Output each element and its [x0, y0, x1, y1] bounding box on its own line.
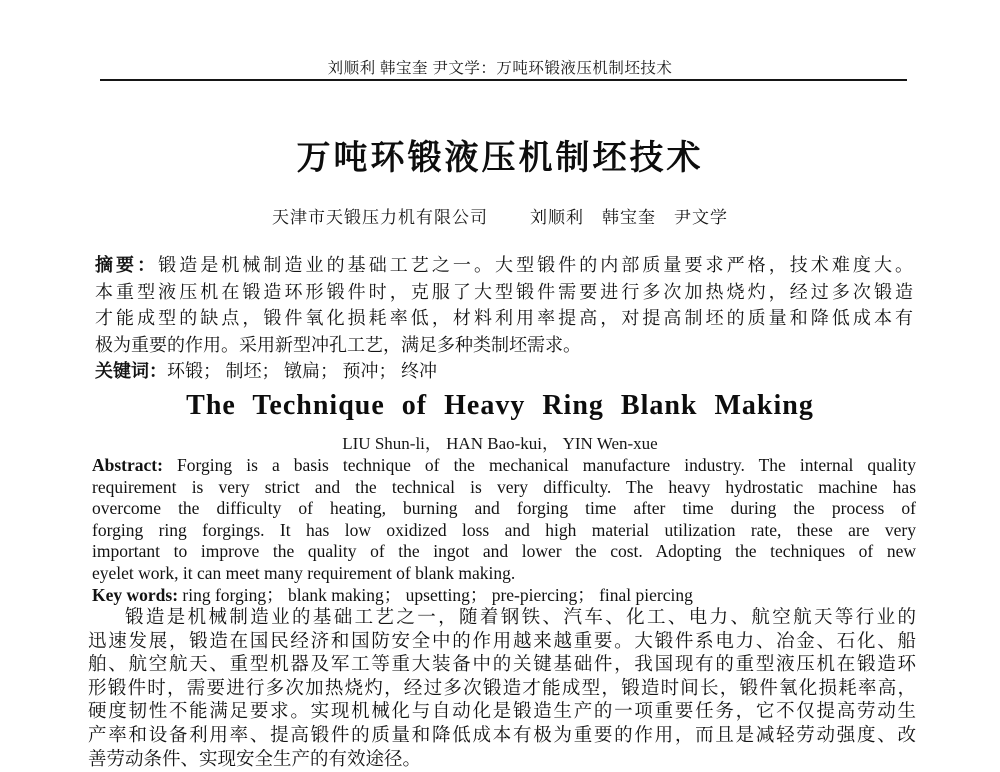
authors-cn: 刘顺利 韩宝奎 尹文学 — [530, 208, 728, 227]
body-line: 迅速发展，锻造在国民经济和国防安全中的作用越来越重要。大锻件系电力、冶金、石化、船 — [88, 631, 916, 652]
body-line: 形锻件时，需要进行多次加热烧灼，经过多次锻造才能成型，锻造时间长，锻件氧化损耗率高， — [88, 678, 916, 699]
abstract-cn — [95, 252, 913, 385]
body-line: 锻造是机械制造业的基础工艺之一，随着钢铁、汽车、化工、电力、航空航天等行业的 — [125, 608, 916, 628]
keywords-en-text: ring forging； blank making； upsetting； pre-piercing； final piercing — [182, 584, 693, 605]
abstract-en-line: eyelet work, it can meet many requirement of blank making. — [92, 562, 516, 583]
abstract-en-line: forging ring forgings. It has low oxidized loss and high material utilization rate, these are very — [92, 519, 916, 540]
abstract-cn-line: 极为重要的作用。采用新型冲孔工艺，满足多种类制坯需求。 — [95, 334, 581, 355]
body-paragraph-cn — [88, 607, 916, 772]
abstract-cn-line: 才能成型的缺点，锻件氧化损耗率低，材料利用率提高，对提高制坯的质量和降低成本有 — [95, 308, 913, 329]
body-line: 产率和设备利用率、提高锻件的质量和降低成本有极为重要的作用，而且是减轻劳动强度、改 — [88, 725, 916, 746]
abstract-en-text: Forging is a basis technique of the mechanical manufacture industry. The internal quality — [177, 455, 917, 475]
article-title-en: The Technique of Heavy Ring Blank Making — [186, 390, 814, 421]
body-line: 舶、航空航天、重型机器及军工等重大装备中的关键基础件，我国现有的重型液压机在锻造环 — [88, 655, 916, 676]
abstract-en-line — [92, 455, 916, 477]
abstract-en-line: requirement is very strict and the technical is very difficulty. The heavy hydrostatic machine has — [92, 476, 916, 497]
keywords-en-line — [92, 585, 916, 607]
body-line: 硬度韧性不能满足要求。实现机械化与自动化是锻造生产的一项重要任务，它不仅提高劳动生 — [88, 702, 916, 723]
body-line-partial: 善劳动条件、实现安全生产的有效途径。 — [88, 749, 422, 770]
keywords-cn-line — [95, 358, 913, 385]
keywords-cn-label: 关键词： — [95, 361, 167, 382]
abstract-cn-line — [95, 252, 913, 279]
abstract-en — [92, 455, 916, 606]
abstract-cn-label: 摘要： — [95, 255, 159, 275]
article-title-cn: 万吨环锻液压机制坯技术 — [296, 139, 704, 177]
header-rule — [100, 79, 907, 81]
byline-cn — [0, 203, 1000, 228]
abstract-en-line: important to improve the quality of the ingot and lower the cost. Adopting the techniques of new — [92, 541, 916, 562]
byline-en: LIU Shun-li， HAN Bao-kui， YIN Wen-xue — [342, 434, 658, 453]
keywords-cn-text: 环锻； 制坯； 镦扁； 预冲； 终冲 — [167, 361, 437, 382]
abstract-cn-line: 本重型液压机在锻造环形锻件时，克服了大型锻件需要进行多次加热烧灼，经过多次锻造 — [95, 281, 913, 302]
running-head: 刘顺利 韩宝奎 尹文学：万吨环锻液压机制坯技术 — [327, 60, 673, 77]
abstract-en-line: overcome the difficulty of heating, burning and forging time after time during the process of — [92, 498, 916, 519]
abstract-en-label: Abstract: — [92, 455, 163, 475]
abstract-cn-text: 锻造是机械制造业的基础工艺之一。大型锻件的内部质量要求严格，技术难度大。 — [158, 255, 914, 275]
keywords-en-label: Key words: — [92, 584, 179, 605]
affiliation-cn: 天津市天锻压力机有限公司 — [272, 208, 488, 227]
